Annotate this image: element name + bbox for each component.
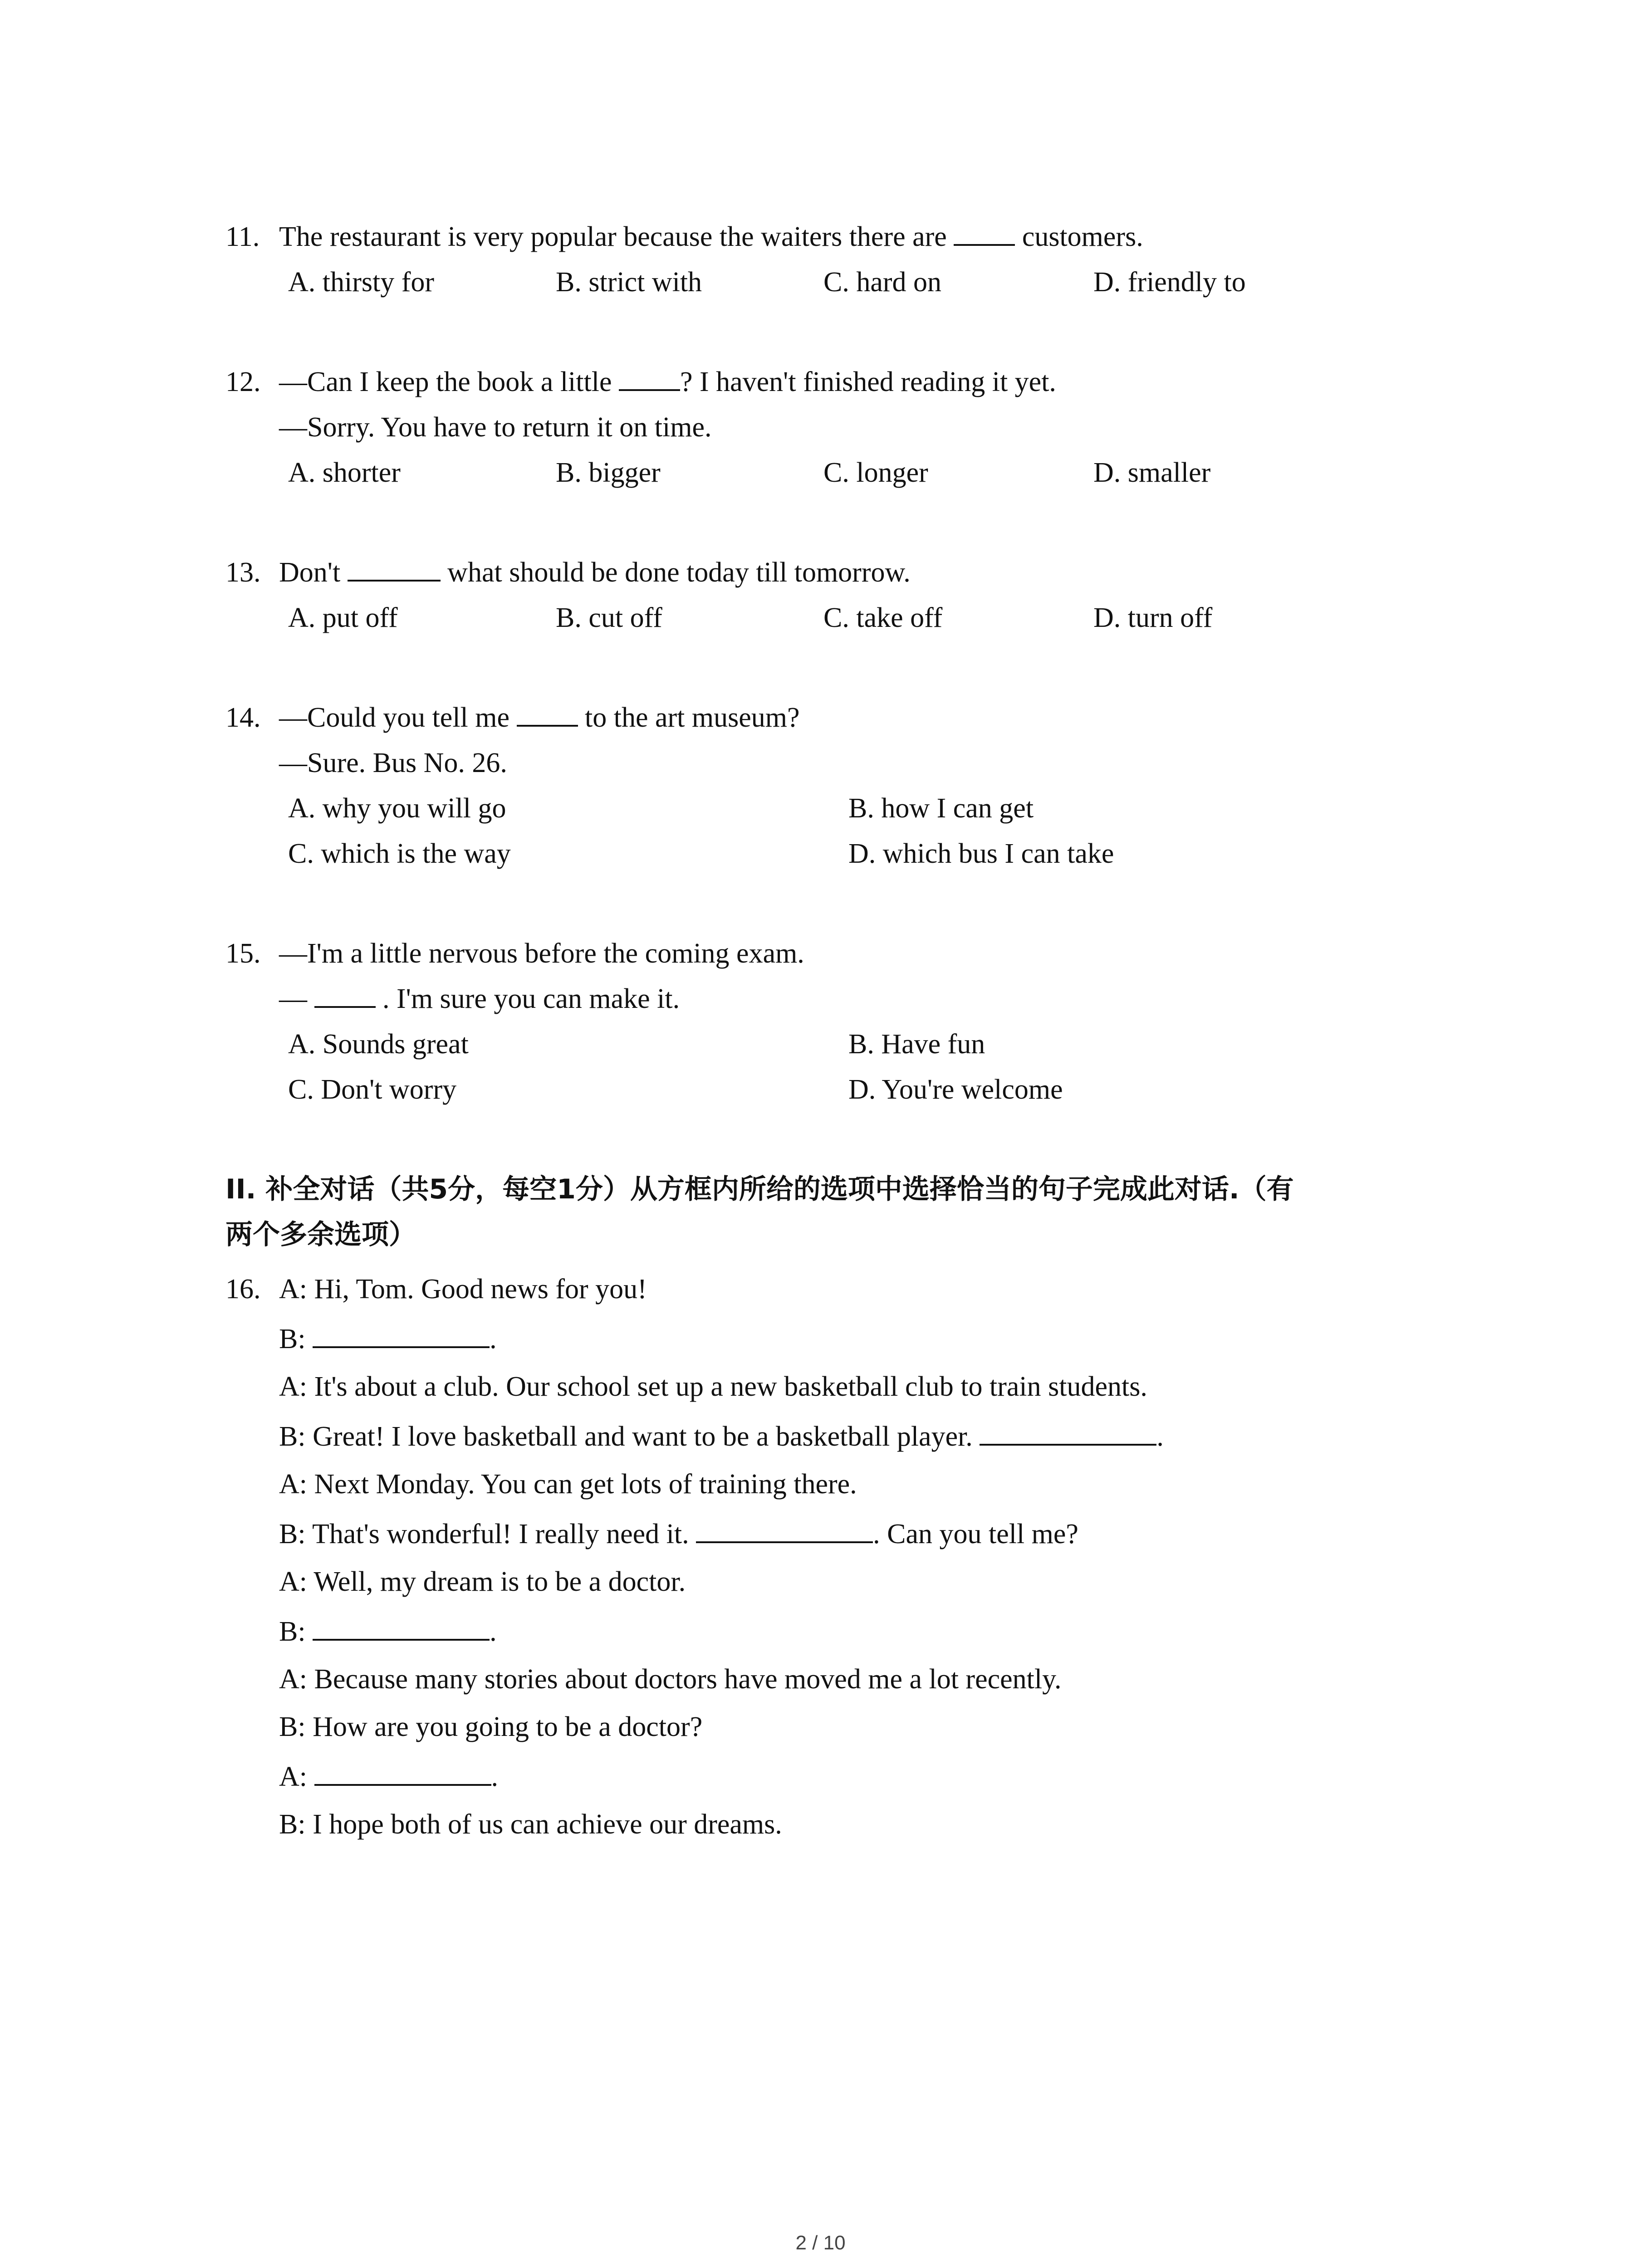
option-c: C. take off (823, 602, 943, 633)
option-d: D. You're welcome (848, 1074, 1063, 1105)
option-d: D. turn off (1093, 602, 1213, 633)
question-number: 13. (225, 557, 261, 588)
dialogue-reply: —Sure. Bus No. 26. (279, 748, 507, 778)
dialogue-line (279, 1418, 1164, 1455)
option-c: C. hard on (823, 267, 942, 298)
dialogue-line: B: How are you going to be a doctor? (279, 1711, 703, 1742)
option-a: A. shorter (288, 457, 401, 488)
question-stem (279, 219, 1143, 255)
stem-text: Don't (279, 557, 341, 588)
option-c: C. which is the way (288, 838, 511, 869)
dialogue-line (279, 1516, 1078, 1552)
section-title: II. 补全对话（共5分，每空1分）从方框内所给的选项中选择恰当的句子完成此对话.（有 (225, 1173, 1294, 1205)
question-number: 11. (225, 221, 260, 252)
option-d: D. which bus I can take (848, 838, 1114, 869)
stem-text: —Could you tell me (279, 702, 510, 733)
option-a: A. thirsty for (288, 267, 435, 298)
option-b: B. cut off (556, 602, 662, 633)
line-end: . (491, 1761, 498, 1792)
answer-blank (517, 699, 578, 727)
reply-text: . I'm sure you can make it. (382, 983, 680, 1014)
dialogue-line: A: Hi, Tom. Good news for you! (279, 1274, 647, 1305)
speaker-text: B: (279, 1616, 306, 1647)
question-number: 16. (225, 1274, 261, 1305)
option-b: B. how I can get (848, 793, 1034, 824)
answer-blank (314, 981, 376, 1008)
reply-text: — (279, 983, 307, 1014)
question-number: 12. (225, 367, 261, 397)
stem-text: ? I haven't finished reading it yet. (680, 367, 1056, 397)
option-b: B. strict with (556, 267, 702, 298)
line-end: . (490, 1616, 497, 1647)
question-number: 15. (225, 938, 261, 969)
answer-blank (696, 1516, 873, 1543)
dialogue-line: A: Because many stories about doctors have moved me a lot recently. (279, 1664, 1062, 1695)
dialogue-line (279, 1759, 498, 1795)
answer-blank (313, 1321, 490, 1348)
option-d: D. smaller (1093, 457, 1211, 488)
dialogue-line (279, 1613, 497, 1650)
question-stem: —I'm a little nervous before the coming exam. (279, 938, 804, 969)
speaker-text: B: Great! I love basketball and want to be a basketball player. (279, 1421, 973, 1452)
question-stem (279, 364, 1056, 400)
line-end: . (1156, 1421, 1164, 1452)
answer-blank (314, 1759, 491, 1786)
answer-blank (313, 1613, 490, 1641)
option-c: C. longer (823, 457, 928, 488)
line-end: . Can you tell me? (873, 1519, 1078, 1549)
dialogue-line: A: Well, my dream is to be a doctor. (279, 1566, 686, 1597)
answer-blank (954, 219, 1015, 246)
answer-blank (619, 364, 680, 391)
question-number: 14. (225, 702, 261, 733)
option-b: B. bigger (556, 457, 661, 488)
stem-text: —Can I keep the book a little (279, 367, 612, 397)
dialogue-line: B: I hope both of us can achieve our dreams. (279, 1809, 782, 1840)
section-title-cont: 两个多余选项） (225, 1219, 416, 1251)
answer-blank (348, 554, 441, 582)
option-a: A. Sounds great (288, 1029, 469, 1060)
question-stem (279, 554, 911, 591)
stem-text: The restaurant is very popular because the waiters there are (279, 221, 947, 252)
option-c: C. Don't worry (288, 1074, 457, 1105)
page-number: 2 / 10 (795, 2232, 846, 2254)
dialogue-line: A: It's about a club. Our school set up a new basketball club to train students. (279, 1371, 1147, 1402)
stem-text: what should be done today till tomorrow. (447, 557, 911, 588)
dialogue-reply (279, 981, 680, 1017)
speaker-text: B: That's wonderful! I really need it. (279, 1519, 689, 1549)
option-d: D. friendly to (1093, 267, 1246, 298)
speaker-text: B: (279, 1324, 306, 1354)
dialogue-line: A: Next Monday. You can get lots of training there. (279, 1469, 857, 1500)
speaker-text: A: (279, 1761, 307, 1792)
stem-text: to the art museum? (585, 702, 800, 733)
option-a: A. why you will go (288, 793, 506, 824)
answer-blank (980, 1418, 1156, 1446)
dialogue-reply: —Sorry. You have to return it on time. (279, 412, 712, 443)
line-end: . (490, 1324, 497, 1354)
option-a: A. put off (288, 602, 398, 633)
dialogue-line (279, 1321, 497, 1357)
stem-text: customers. (1022, 221, 1143, 252)
option-b: B. Have fun (848, 1029, 985, 1060)
question-stem (279, 699, 800, 736)
